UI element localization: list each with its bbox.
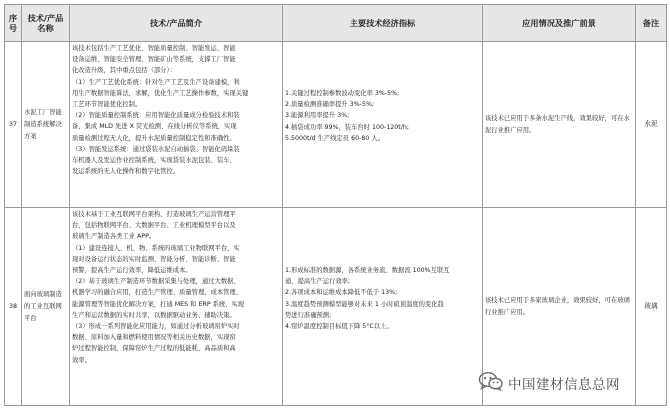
intro-line: （2）基于玻璃生产制造环节数据采集与处理，通过大数据、 [72, 278, 240, 286]
intro-line: 数据、原料加入量和燃料使用情况等相关历史数据，实现窑 [72, 334, 236, 342]
indicator-line: 3.能源利用率提升 3%; [285, 112, 350, 120]
header-intro: 技术/产品简介 [70, 5, 283, 42]
indicator-line: 5.5000t/d 生产线定员 60-80 人。 [285, 134, 385, 142]
header-name: 技术/产品名称 [22, 5, 70, 42]
header-note: 备注 [636, 5, 667, 42]
row-name: 水泥工厂智能制造系统解决方案 [22, 42, 70, 208]
row-intro [70, 208, 283, 406]
indicator-line: 3.温度趋势预测模型能够对未来 1 小时碹顶温度的变化趋 [285, 300, 444, 308]
row-application: 该技术已应用于多条水泥生产线，效果较好，可在水泥行业推广应用。 [483, 42, 636, 208]
intro-line: 玻璃生产制造各类工业 APP。 [72, 233, 156, 241]
intro-line: 该技术包括生产工艺优化、智能质量控制、智能发运、智能 [72, 45, 236, 52]
intro-line: 工艺环节智能优化控制。 [72, 101, 142, 109]
intro-line: 机器学习的融合应用，打造生产管理、质量管理、成本管理、 [72, 289, 243, 297]
intro-line: （3）智能发运系统：通过袋装水泥自动插袋、智能化码垛装 [72, 145, 240, 153]
header-indicators: 主要技术经济指标 [283, 5, 483, 42]
intro-line: 用生产数据智能算法，求解，优化生产工艺操作参数，实现关键 [72, 89, 249, 97]
intro-line: 能源管理等智能优化解决方案，打通 MES 和 ERP 系统，实现 [72, 300, 245, 308]
row-number: 37 [5, 42, 22, 208]
row-indicators [283, 42, 483, 208]
indicator-line: 2.各项成本和运维成本降低不低于 13%; [285, 289, 398, 297]
intro-line: （1）生产工艺优化系统：针对生产工艺及生产设备建模，利 [72, 78, 240, 86]
row-indicators [283, 208, 483, 406]
header-application: 应用情况及推广前景 [483, 5, 636, 42]
intro-line: 效率。 [72, 356, 91, 364]
row-name: 面向玻璃制造的工业互联网平台 [22, 208, 70, 406]
watermark-text: 中国建材信息总网 [508, 377, 620, 393]
row-number: 38 [5, 208, 22, 406]
intro-line: 生产和运营数据的实时共享，以数据驱动业务、辅助决策。 [72, 311, 236, 319]
row-application: 该技术已应用于多家玻璃企业，效果较好，可在玻璃行业推广应用。 [483, 208, 636, 406]
indicator-line: 1.关键过程控制参数波动变化率 3%-5%; [285, 90, 400, 97]
table-row [5, 208, 667, 406]
intro-line: 现对设备运行状态的实时监测、智能分析、智能诊断、智能 [72, 255, 236, 263]
indicator-line: 势进行准确预测; [285, 311, 332, 319]
indicator-line: 1.形成标准的数据源，各系统业务流、数据流 100%互联互 [285, 267, 450, 274]
intro-line: 车机器人及发运作业控制系统，实现袋装水泥包装、装车、 [72, 157, 236, 165]
row-note: 水泥 [636, 42, 667, 208]
row-intro [70, 42, 283, 208]
intro-line: 台，包括物联网平台、大数据平台、工业机理模型平台以及 [72, 222, 236, 230]
intro-line: 设备运维、智能安全管理、智能矿山等系统，支撑工厂智能 [72, 56, 236, 64]
intro-line: （1）建设连接人、机、物、系统的玻璃工业物联网平台，实 [72, 244, 240, 252]
intro-line: （3）形成一系列智能化应用能力，如通过分析玻璃窑炉实时 [72, 323, 240, 331]
intro-line: 化改造升级，其中重点包括（部分）： [72, 67, 176, 75]
intro-line: 炉过程智能控制，保障窑炉生产过程的低能耗、高品质和高 [72, 345, 236, 353]
indicator-line: 通，提高生产运行效率; [285, 278, 351, 286]
tech-table [4, 4, 667, 406]
indicator-line: 4.窑炉温度控制目标值下降 5°C以上。 [285, 323, 393, 331]
intro-line: 该技术基于工业互联网平台架构，打造玻璃生产运营管理平 [72, 211, 236, 218]
header-row [5, 5, 667, 42]
header-no: 序号 [5, 5, 22, 42]
indicator-line: 2.质量检测准确率提升 3%-5%; [285, 101, 375, 109]
table-row [5, 42, 667, 208]
intro-line: 质量检测过程无人化，提升水泥质量控制稳定性和准确性。 [72, 134, 236, 142]
intro-line: 备，集成 MLD 先进 X 荧光检测、在线分析仪等系统，实现 [72, 123, 237, 131]
indicator-line: 4.插袋成功率 99%，装车台时 100-120t/h; [285, 123, 409, 131]
intro-line: 预警，提高生产运行效率，降低运维成本。 [72, 267, 192, 275]
intro-line: 发运系统的无人化操作和数字化管控。 [72, 168, 180, 176]
intro-line: （2）智能质量控制系统：应用智能化质量成分检验技术和装 [72, 112, 240, 120]
row-note: 玻璃 [636, 208, 667, 406]
